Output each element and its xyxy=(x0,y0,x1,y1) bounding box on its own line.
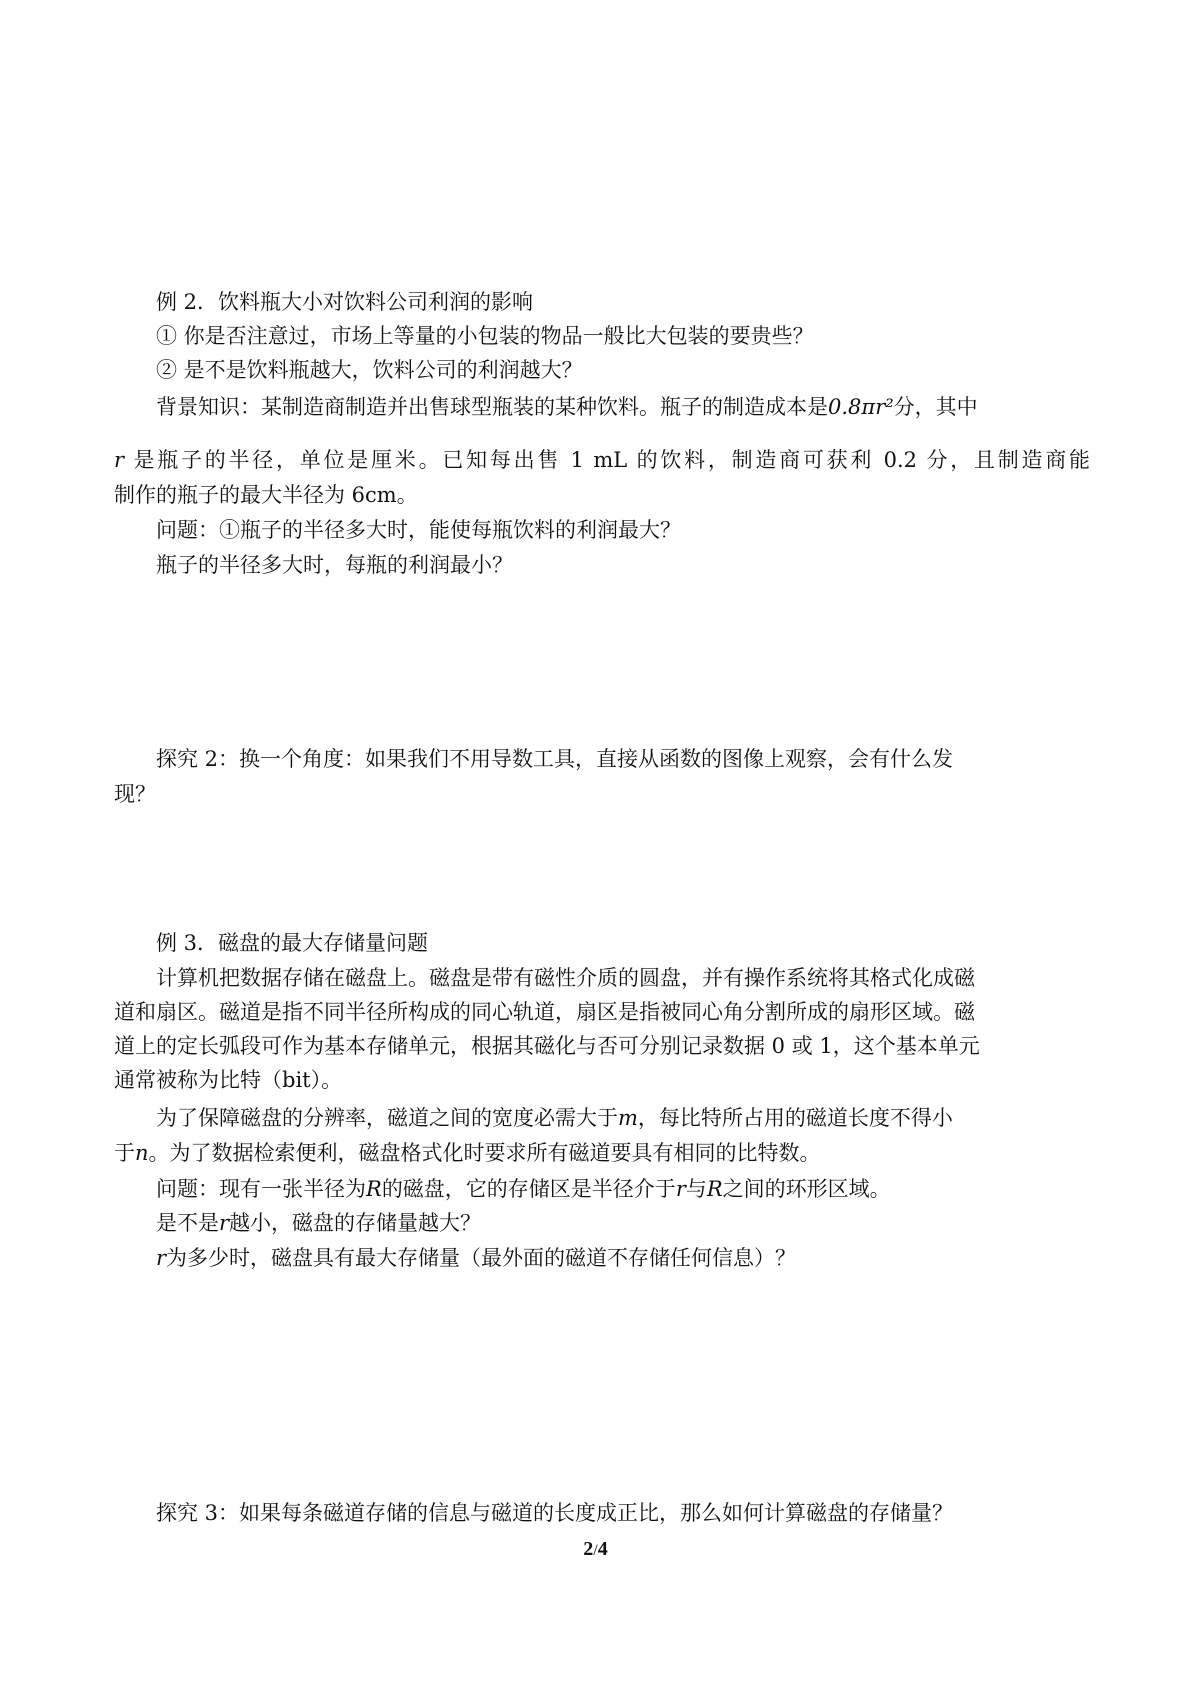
example-3-paragraph-1-line-3: 道上的定长弧段可作为基本存储单元，根据其磁化与否可分别记录数据 0 或 1，这个基本单元 xyxy=(114,1034,980,1058)
variable-m: m xyxy=(618,1106,638,1130)
cost-formula: 0.8πr² xyxy=(828,395,894,419)
example-3-paragraph-1-line-1: 计算机把数据存储在磁盘上。磁盘是带有磁性介质的圆盘，并有操作系统将其格式化成磁 xyxy=(156,966,975,990)
example-2-background-line-2: r 是瓶子的半径，单位是厘米。已知每出售 1 mL 的饮料，制造商可获利 0.2 分，且制造商能 xyxy=(114,448,1090,472)
example-3-paragraph-1-line-2: 道和扇区。磁道是指不同半径所构成的同心轨道，扇区是指被同心角分割所成的扇形区域。磁 xyxy=(114,1000,975,1024)
radius-variable: r xyxy=(114,448,125,472)
variable-small-r: r xyxy=(219,1211,230,1235)
exploration-2-line-2: 现？ xyxy=(114,782,156,806)
page-separator: / xyxy=(593,1542,598,1559)
example-3-problem: 问题：现有一张半径为R的磁盘，它的存储区是半径介于r与R之间的环形区域。 xyxy=(156,1177,891,1201)
background-text: 背景知识：某制造商制造并出售球型瓶装的某种饮料。瓶子的制造成本是 xyxy=(156,395,828,419)
variable-small-r: r xyxy=(675,1177,686,1201)
total-pages: 4 xyxy=(597,1538,608,1560)
variable-big-r: R xyxy=(366,1177,382,1201)
example-2-background-line-1 xyxy=(156,392,978,422)
variable-big-r: R xyxy=(706,1177,723,1201)
variable-n: n xyxy=(135,1141,149,1165)
exploration-3-line-1: 探究 3：如果每条磁道存储的信息与磁道的长度成正比，那么如何计算磁盘的存储量？ xyxy=(156,1501,954,1525)
example-2-question-2: ② 是不是饮料瓶越大，饮料公司的利润越大？ xyxy=(156,358,583,382)
example-3-question-1: 是不是r越小，磁盘的存储量越大？ xyxy=(156,1211,482,1235)
example-3-paragraph-1-line-4: 通常被称为比特（bit）。 xyxy=(114,1068,343,1092)
example-2-problem-2: 瓶子的半径多大时，每瓶的利润最小？ xyxy=(156,553,513,577)
page-number xyxy=(0,1538,1191,1561)
example-2-question-1: ① 你是否注意过，市场上等量的小包装的物品一般比大包装的要贵些？ xyxy=(156,324,814,348)
example-3-paragraph-2-line-1: 为了保障磁盘的分辨率，磁道之间的宽度必需大于m，每比特所占用的磁道长度不得小 xyxy=(156,1106,953,1130)
exploration-2-line-1: 探究 2：换一个角度：如果我们不用导数工具，直接从函数的图像上观察，会有什么发 xyxy=(156,747,954,771)
example-2-title: 例 2．饮料瓶大小对饮料公司利润的影响 xyxy=(156,290,534,314)
variable-small-r: r xyxy=(156,1246,167,1270)
example-3-question-2: r为多少时，磁盘具有最大存储量（最外面的磁道不存储任何信息）？ xyxy=(156,1246,797,1270)
example-3-paragraph-2-line-2: 于n。为了数据检索便利，磁盘格式化时要求所有磁道要具有相同的比特数。 xyxy=(114,1141,821,1165)
background-text-end: 分，其中 xyxy=(893,395,978,419)
document-page xyxy=(114,0,1090,1684)
example-3-title: 例 3．磁盘的最大存储量问题 xyxy=(156,931,429,955)
example-2-background-line-3: 制作的瓶子的最大半径为 6cm。 xyxy=(114,483,418,507)
current-page: 2 xyxy=(583,1538,594,1560)
example-2-problem-1: 问题：①瓶子的半径多大时，能使每瓶饮料的利润最大？ xyxy=(156,518,681,542)
